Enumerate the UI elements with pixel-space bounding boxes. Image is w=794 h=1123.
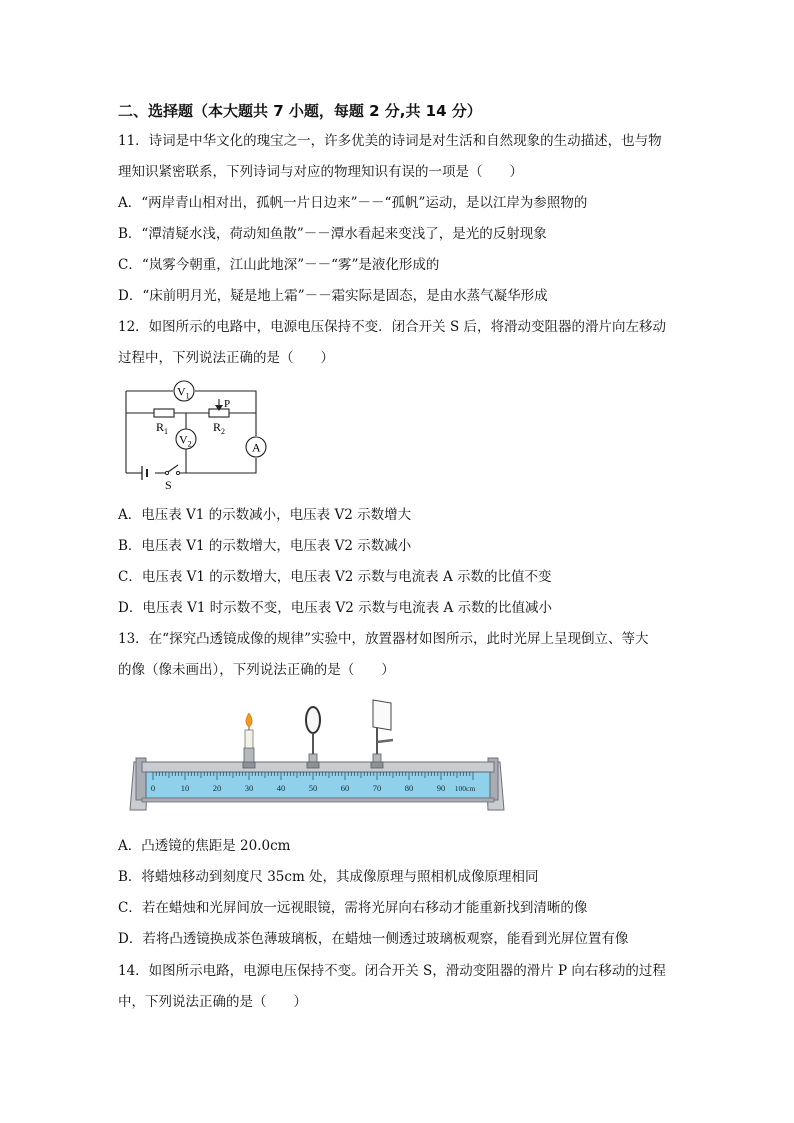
ruler-tick-label: 40 (276, 783, 286, 793)
q11-option-d: D．“床前明月光，疑是地上霜”－－霜实际是固态，是由水蒸气凝华形成 (118, 288, 548, 304)
ruler-tick-label: 90 (436, 783, 446, 793)
q12-stem-line1: 12．如图所示的电路中，电源电压保持不变．闭合开关 S 后，将滑动变阻器的滑片向左移动 (118, 319, 667, 335)
q11-stem-line1: 11．诗词是中华文化的瑰宝之一，许多优美的诗词是对生活和自然现象的生动描述，也与物 (118, 133, 662, 149)
ruler-tick-label: 50 (308, 783, 318, 793)
q11-option-b: B．“潭清疑水浅，荷动知鱼散”－－潭水看起来变浅了，是光的反射现象 (118, 226, 547, 242)
ruler-tick-label: 70 (372, 783, 382, 793)
v1-label: $V_1$ (177, 384, 190, 401)
ruler-tick-label: 0 (150, 783, 156, 793)
ruler-tick-label: 80 (404, 783, 414, 793)
q11-option-a: A．“两岸青山相对出，孤帆一片日边来”－－“孤帆”运动，是以江岸为参照物的 (118, 195, 588, 211)
ruler-tick-label: 100cm (454, 784, 476, 793)
convex-lens (306, 707, 320, 768)
section-heading: 二、选择题（本大题共 7 小题，每题 2 分,共 14 分） (118, 102, 482, 120)
r1-label: $R_1$ (156, 420, 169, 436)
ruler-tick-label: 20 (212, 783, 222, 793)
s-label: S (165, 478, 172, 492)
candle-flame-icon (246, 713, 252, 727)
q14-stem-line2: 中，下列说法正确的是（ ） (118, 994, 307, 1010)
q12-option-d: D．电压表 V1 时示数不变，电压表 V2 示数与电流表 A 示数的比值减小 (118, 600, 552, 616)
resistor-r1-icon (154, 409, 174, 417)
q12-stem-line2: 过程中，下列说法正确的是（ ） (118, 350, 334, 366)
optical-bench-diagram (120, 700, 520, 818)
q13-option-a: A．凸透镜的焦距是 20.0cm (118, 838, 291, 854)
light-screen (371, 700, 393, 768)
battery-icon (142, 466, 147, 480)
ruler-tick-label: 60 (340, 783, 350, 793)
q13-option-c: C．若在蜡烛和光屏间放一远视眼镜，需将光屏向右移动才能重新找到清晰的像 (118, 900, 588, 916)
q12-option-c: C．电压表 V1 的示数增大，电压表 V2 示数与电流表 A 示数的比值不变 (118, 569, 552, 585)
q13-option-b: B．将蜡烛移动到刻度尺 35cm 处，其成像原理与照相机成像原理相同 (118, 869, 539, 885)
switch-icon (165, 465, 179, 475)
v2-label: $V_2$ (179, 432, 192, 449)
q14-stem-line1: 14．如图所示电路，电源电压保持不变。闭合开关 S，滑动变阻器的滑片 P 向右移动的过程 (118, 963, 666, 979)
q13-stem-line1: 13．在“探究凸透镜成像的规律”实验中，放置器材如图所示，此时光屏上呈现倒立、等大 (118, 631, 649, 647)
q13-stem-line2: 的像（像未画出），下列说法正确的是（ ） (118, 662, 395, 678)
q11-stem-line2: 理知识紧密联系，下列诗词与对应的物理知识有误的一项是（ ） (118, 164, 523, 180)
r2-label: $R_2$ (213, 420, 226, 436)
screen-icon (373, 700, 391, 730)
q13-option-d: D．若将凸透镜换成茶色薄玻璃板，在蜡烛一侧透过玻璃板观察，能看到光屏位置有像 (118, 931, 629, 947)
ruler-tick-label: 30 (244, 783, 254, 793)
q12-option-a: A．电压表 V1 的示数减小，电压表 V2 示数增大 (118, 507, 412, 523)
ruler-tick-label: 10 (180, 783, 190, 793)
q12-option-b: B．电压表 V1 的示数增大，电压表 V2 示数减小 (118, 538, 412, 554)
lens-icon (306, 707, 320, 733)
circuit-diagram (118, 376, 268, 498)
q11-option-c: C．“岚雾今朝重，江山此地深”－－“雾”是液化形成的 (118, 257, 440, 273)
a-label: A (252, 440, 261, 455)
candle (243, 713, 255, 768)
p-label: P (224, 398, 231, 410)
